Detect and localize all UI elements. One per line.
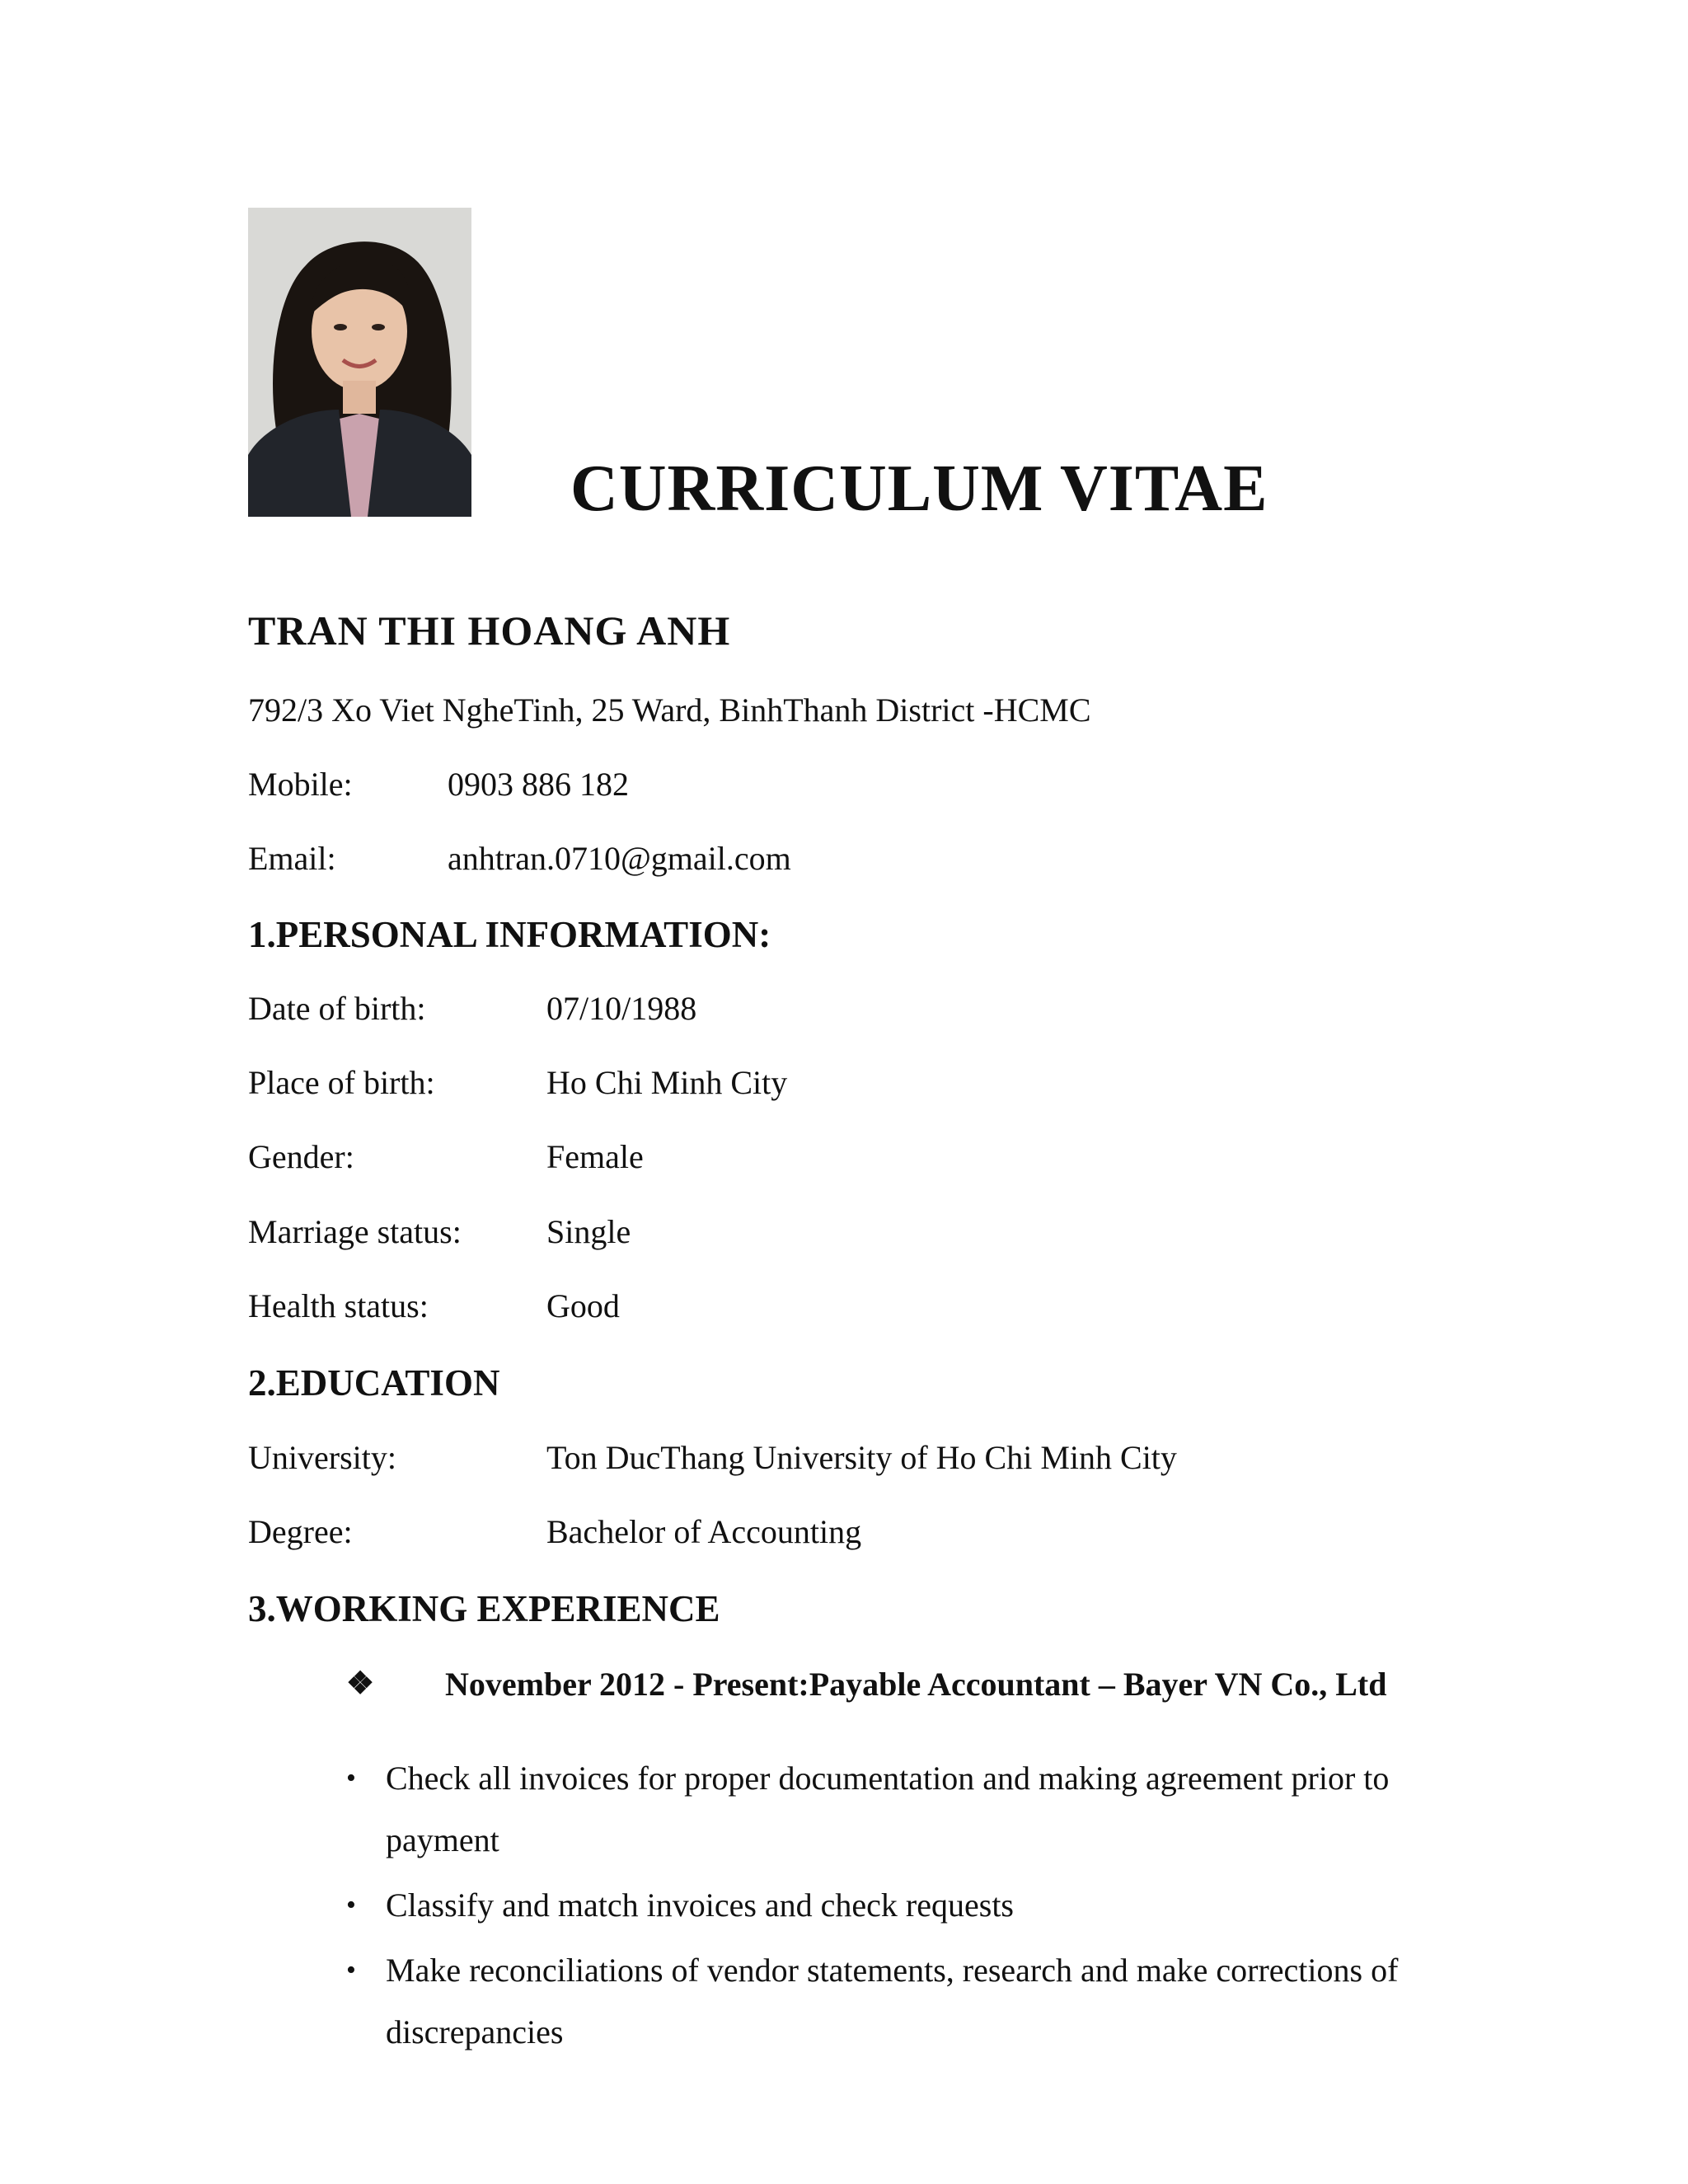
- duty-text: Check all invoices for proper documentation and making agreement prior to payment: [386, 1760, 1390, 1858]
- duty-text: Make reconciliations of vendor statements, research and make corrections of discrepancies: [386, 1952, 1399, 2050]
- info-label: Degree:: [248, 1513, 353, 1550]
- info-label: Date of birth:: [248, 990, 426, 1027]
- info-value: Ho Chi Minh City: [546, 1064, 788, 1101]
- info-value: Female: [546, 1138, 644, 1175]
- list-item: [346, 1747, 1500, 1871]
- info-label: Place of birth:: [248, 1064, 435, 1101]
- address-text: 792/3 Xo Viet NgheTinh, 25 Ward, BinhThanh District -HCMC: [248, 691, 1091, 729]
- info-value: 07/10/1988: [546, 990, 697, 1027]
- info-value: Good: [546, 1287, 620, 1324]
- job-entry: [346, 1665, 1484, 1711]
- duty-text: Classify and match invoices and check requests: [386, 1886, 1014, 1924]
- portrait-illustration: [248, 208, 471, 517]
- bullet-dot-icon: •: [346, 1763, 356, 1793]
- mobile-label: Mobile:: [248, 766, 353, 803]
- portrait-photo-icon: [248, 208, 471, 517]
- section-heading-experience: 3.WORKING EXPERIENCE: [248, 1588, 720, 1629]
- list-item: [346, 1874, 1500, 1936]
- bullet-dot-icon: •: [346, 1955, 356, 1985]
- info-label: Gender:: [248, 1138, 354, 1175]
- info-value: Ton DucThang University of Ho Chi Minh City: [546, 1439, 1177, 1476]
- section-heading-education: 2.EDUCATION: [248, 1362, 500, 1404]
- candidate-name: TRAN THI HOANG ANH: [248, 607, 731, 654]
- job-title: November 2012 - Present:Payable Accountant – Bayer VN Co., Ltd: [445, 1666, 1387, 1703]
- list-item: [346, 1939, 1500, 2063]
- email-label: Email:: [248, 840, 336, 877]
- diamond-bullet-icon: ❖: [346, 1666, 375, 1701]
- info-label: Health status:: [248, 1287, 429, 1324]
- info-value: Bachelor of Accounting: [546, 1513, 862, 1550]
- job-duties-list: [346, 1747, 1500, 2066]
- info-label: University:: [248, 1439, 396, 1476]
- info-label: Marriage status:: [248, 1213, 462, 1250]
- email-value: anhtran.0710@gmail.com: [448, 840, 791, 877]
- section-heading-personal: 1.PERSONAL INFORMATION:: [248, 914, 771, 955]
- bullet-dot-icon: •: [346, 1890, 356, 1920]
- info-value: Single: [546, 1213, 631, 1250]
- mobile-value: 0903 886 182: [448, 766, 629, 803]
- document-title: CURRICULUM VITAE: [570, 452, 1268, 525]
